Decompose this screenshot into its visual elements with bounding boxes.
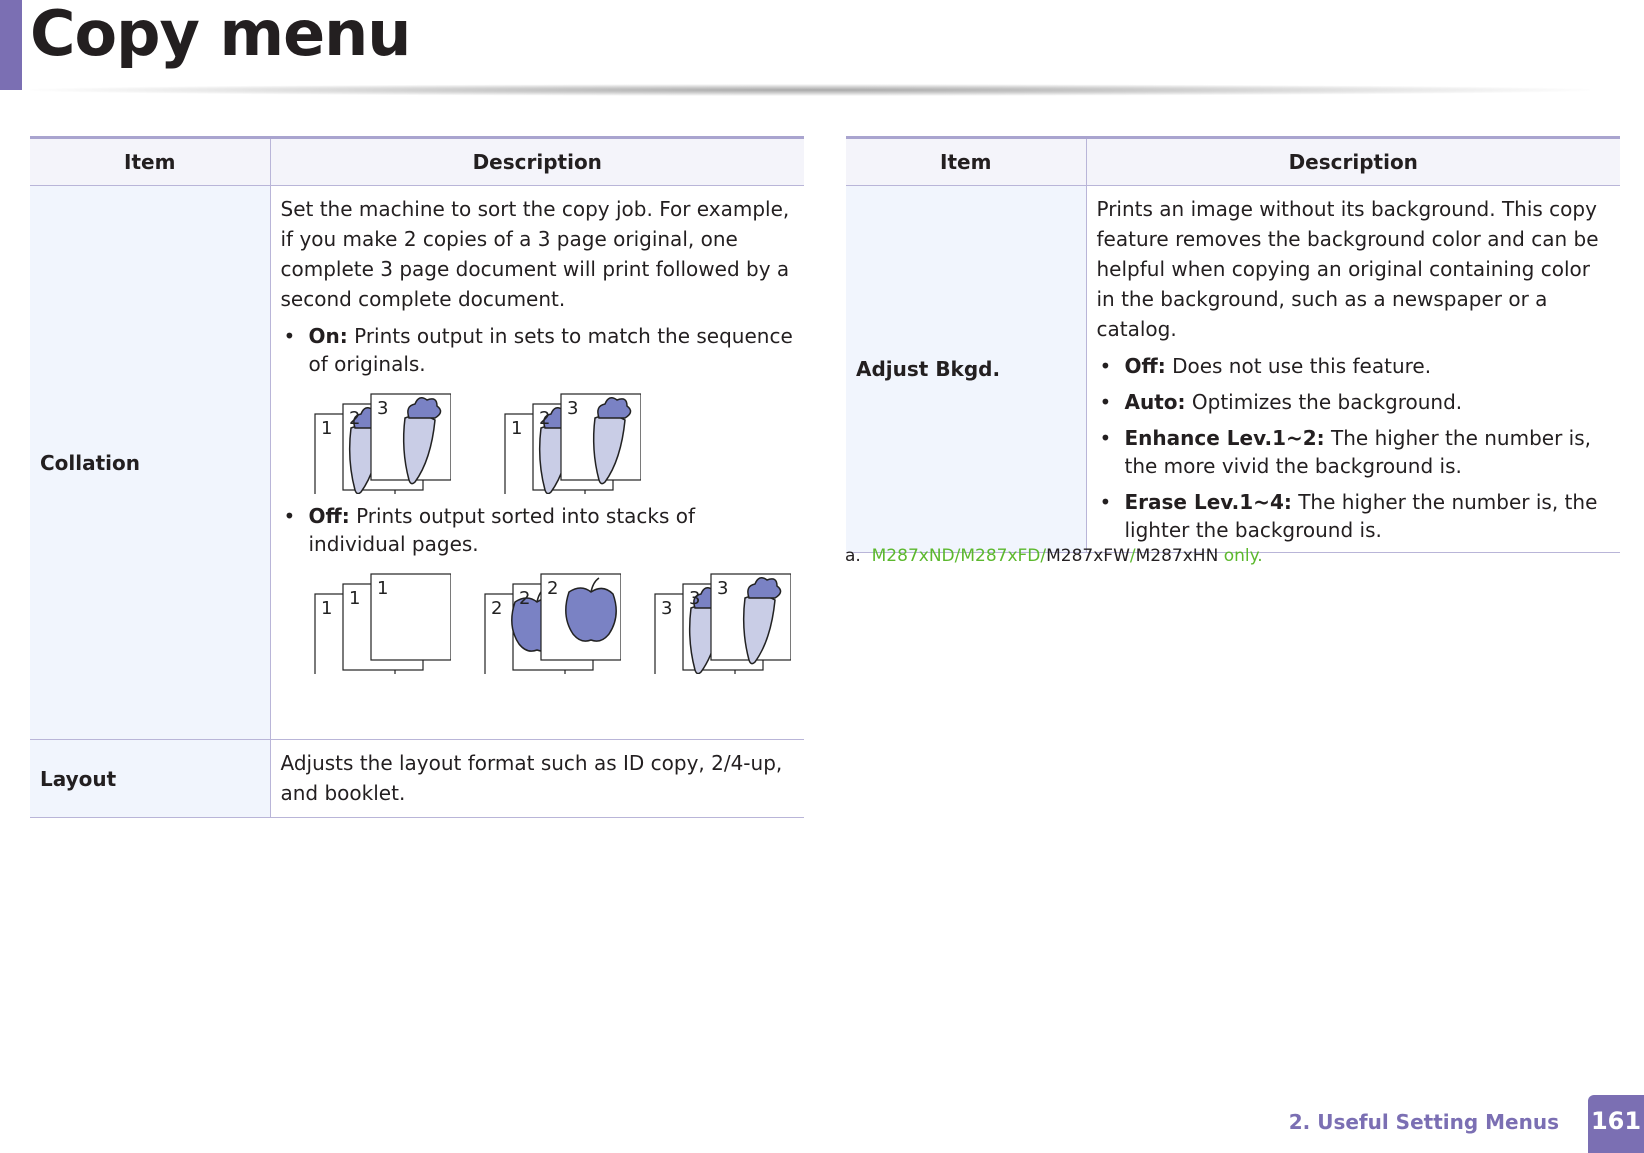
collation-on-illustration — [311, 390, 795, 494]
bullet-text: Prints output sorted into stacks of individual pages. — [308, 504, 696, 556]
bullet-bkgd-off — [1097, 352, 1611, 380]
page-title: Copy menu — [30, 0, 411, 70]
bullet-bkgd-auto — [1097, 388, 1611, 416]
page-number-label: 1 — [320, 418, 332, 439]
bullet-term: Enhance Lev.1~2: — [1124, 426, 1325, 450]
adjust-bkgd-intro: Prints an image without its background. This copy feature removes the background color and can be helpful when copying an original containing color in the background, such as a newspaper or a catalog. — [1096, 197, 1599, 341]
page-number-label: 2 — [490, 598, 502, 619]
page-sheet — [371, 574, 451, 660]
footnote-slash: / — [1129, 546, 1136, 566]
bullet-dot: • — [1099, 426, 1112, 450]
uncollated-stack-3 — [651, 570, 791, 674]
page-number-label: 1 — [320, 598, 332, 619]
description-collation — [270, 186, 804, 740]
item-adjust-bkgd: Adjust Bkgd. — [846, 186, 1086, 553]
bullet-term: Off: — [308, 504, 350, 528]
bullet-text: The higher the number is, the lighter the background is. — [1124, 490, 1598, 542]
table-header-row — [30, 138, 804, 186]
table-row — [30, 740, 804, 818]
bullet-dot: • — [283, 324, 296, 348]
title-accent-bar — [0, 0, 22, 90]
uncollated-stack-2 — [481, 570, 621, 674]
page-number-label: 2 — [348, 408, 360, 429]
page-number-label: 1 — [510, 418, 522, 439]
page-sheet — [561, 394, 641, 484]
page-sheet — [711, 574, 791, 664]
description-adjust-bkgd — [1086, 186, 1620, 553]
column-header-description: Description — [1086, 138, 1620, 186]
footnote — [845, 546, 1263, 566]
column-header-description: Description — [270, 138, 804, 186]
page-number-label: 1 — [376, 578, 388, 599]
title-divider — [30, 84, 1590, 96]
bullet-text: Does not use this feature. — [1172, 354, 1432, 378]
layout-intro: Adjusts the layout format such as ID copy, 2/4-up, and booklet. — [280, 751, 783, 805]
page-number-label: 3 — [566, 398, 578, 419]
uncollated-stack-1 — [311, 570, 451, 674]
footnote-model-fw: M287xFW — [1046, 546, 1130, 566]
collated-set-1 — [311, 390, 451, 494]
left-menu-table — [30, 136, 804, 818]
footer-section-label: 2. Useful Setting Menus — [1288, 1110, 1559, 1134]
right-menu-table — [846, 136, 1620, 553]
page-number-label: 2 — [538, 408, 550, 429]
bullet-collation-off — [281, 502, 795, 558]
page-number-label: 3 — [376, 398, 388, 419]
collation-intro: Set the machine to sort the copy job. For example, if you make 2 copies of a 3 page original, one complete 3 page document will print followed by a second complete document. — [280, 197, 790, 311]
bullet-dot: • — [283, 504, 296, 528]
collation-off-illustration — [311, 570, 795, 674]
page-number: 161 — [1588, 1095, 1644, 1153]
page-sheet — [371, 394, 451, 484]
page-number-label: 2 — [518, 588, 530, 609]
description-layout — [270, 740, 804, 818]
page-number-label: 3 — [688, 588, 700, 609]
bullet-term: Auto: — [1124, 390, 1186, 414]
bullet-term: Erase Lev.1~4: — [1124, 490, 1292, 514]
bullet-dot: • — [1099, 354, 1112, 378]
bullet-term: On: — [308, 324, 348, 348]
bullet-text: The higher the number is, the more vivid the background is. — [1124, 426, 1591, 478]
table-header-row — [846, 138, 1620, 186]
bullet-dot: • — [1099, 390, 1112, 414]
footnote-models-green: M287xND/M287xFD/ — [871, 546, 1047, 566]
page-number-label: 1 — [348, 588, 360, 609]
bullet-term: Off: — [1124, 354, 1166, 378]
footnote-model-hn: M287xHN — [1135, 546, 1219, 566]
page-number-label: 3 — [660, 598, 672, 619]
bullet-text: Prints output in sets to match the sequence of originals. — [308, 324, 793, 376]
bullet-dot: • — [1099, 490, 1112, 514]
footnote-suffix: only. — [1218, 546, 1263, 566]
bullet-bkgd-erase — [1097, 488, 1611, 544]
table-row — [30, 186, 804, 740]
page-number-label: 3 — [716, 578, 728, 599]
bullet-text: Optimizes the background. — [1191, 390, 1463, 414]
table-row — [846, 186, 1620, 553]
column-header-item: Item — [30, 138, 270, 186]
bullet-bkgd-enhance — [1097, 424, 1611, 480]
bullet-collation-on — [281, 322, 795, 378]
collated-set-2 — [501, 390, 641, 494]
item-layout: Layout — [30, 740, 270, 818]
column-header-item: Item — [846, 138, 1086, 186]
page-number-label: 2 — [546, 578, 558, 599]
item-collation: Collation — [30, 186, 270, 740]
page-sheet — [541, 574, 621, 660]
footnote-marker: a. — [845, 546, 861, 566]
